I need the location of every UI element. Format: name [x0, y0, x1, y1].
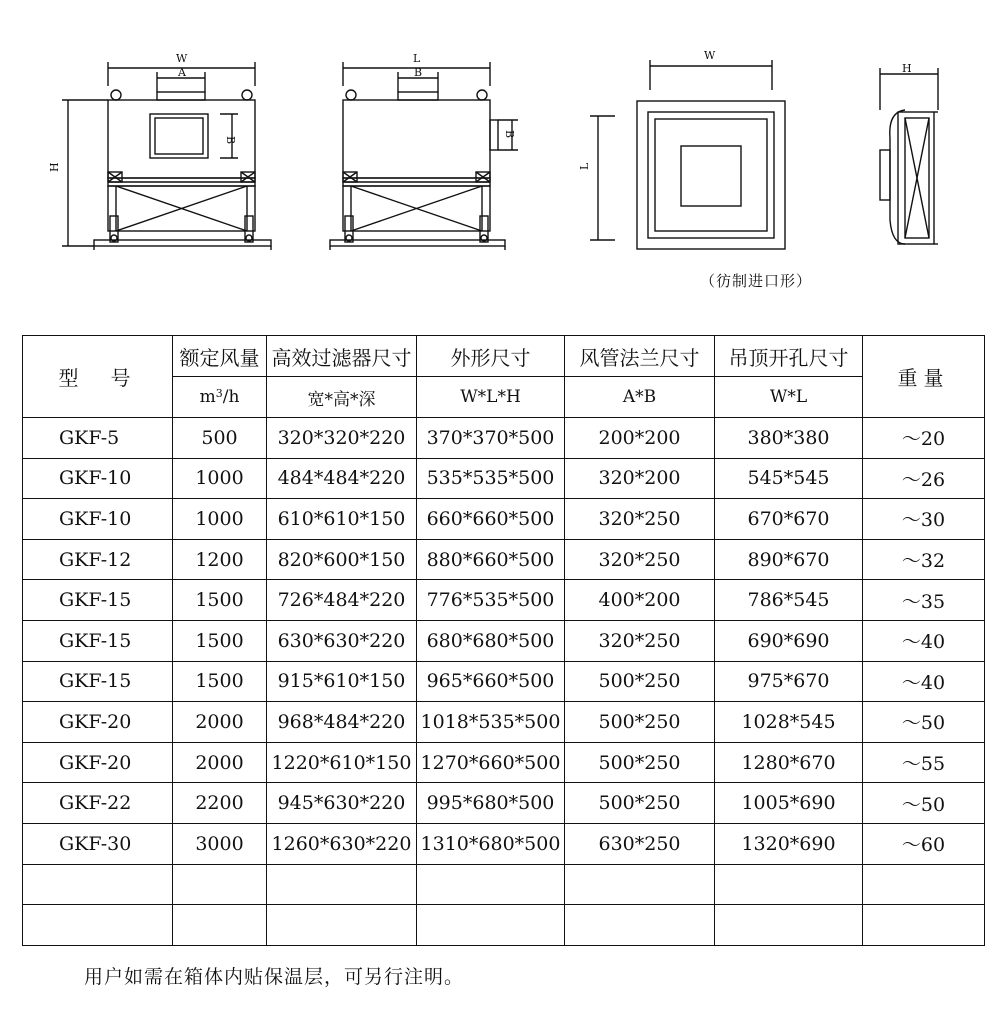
- header-weight: 重量: [863, 336, 985, 418]
- cell-weight: ～50: [863, 702, 985, 743]
- cell-flange-size: 320*250: [565, 620, 715, 661]
- airflow-unit-sup: 3: [215, 387, 223, 400]
- cell-airflow: [173, 905, 267, 946]
- cell-airflow: 2200: [173, 783, 267, 824]
- technical-drawings: [0, 0, 1000, 310]
- cell-flange-size: 630*250: [565, 823, 715, 864]
- cell-flange-size: 400*200: [565, 580, 715, 621]
- header-filter-sub: 宽*高*深: [267, 377, 417, 418]
- cell-outer-size: 680*680*500: [417, 620, 565, 661]
- front-dim-a: A: [178, 66, 186, 79]
- header-airflow: 额定风量: [173, 336, 267, 377]
- cell-weight: [863, 864, 985, 905]
- cell-airflow: 500: [173, 418, 267, 459]
- airflow-unit-suffix: /h: [222, 387, 240, 407]
- cell-weight: ～20: [863, 418, 985, 459]
- front-dim-h: H: [48, 162, 61, 172]
- cell-outer-size: 1018*535*500: [417, 702, 565, 743]
- cell-model: GKF-5: [23, 418, 173, 459]
- footnote: 用户如需在箱体内贴保温层，可另行注明。: [84, 966, 465, 988]
- cell-filter-size: 1260*630*220: [267, 823, 417, 864]
- cell-airflow: 2000: [173, 702, 267, 743]
- top-view-drawing: [578, 49, 785, 249]
- table-row: [23, 864, 985, 905]
- table-row: [23, 661, 985, 702]
- cell-ceiling-hole: [715, 905, 863, 946]
- top-dim-w: W: [704, 49, 716, 62]
- front-dim-w: W: [176, 52, 188, 65]
- cell-ceiling-hole: 690*690: [715, 620, 863, 661]
- cell-model: GKF-30: [23, 823, 173, 864]
- cell-flange-size: 320*200: [565, 458, 715, 499]
- header-outer-size: 外形尺寸: [417, 336, 565, 377]
- drawing-caption: （彷制进口形）: [700, 272, 813, 290]
- cell-flange-size: [565, 864, 715, 905]
- cell-weight: ～55: [863, 742, 985, 783]
- table-row: [23, 458, 985, 499]
- cell-flange-size: [565, 905, 715, 946]
- cell-filter-size: [267, 905, 417, 946]
- cell-model: GKF-12: [23, 539, 173, 580]
- cell-outer-size: 880*660*500: [417, 539, 565, 580]
- table-row: [23, 418, 985, 459]
- cell-model: GKF-10: [23, 499, 173, 540]
- cell-weight: ～30: [863, 499, 985, 540]
- cell-outer-size: 370*370*500: [417, 418, 565, 459]
- cell-airflow: 1000: [173, 499, 267, 540]
- cell-ceiling-hole: 1005*690: [715, 783, 863, 824]
- cell-outer-size: [417, 864, 565, 905]
- cell-filter-size: 820*600*150: [267, 539, 417, 580]
- cell-ceiling-hole: 890*670: [715, 539, 863, 580]
- cell-weight: ～60: [863, 823, 985, 864]
- cell-flange-size: 500*250: [565, 742, 715, 783]
- cell-outer-size: [417, 905, 565, 946]
- cell-filter-size: [267, 864, 417, 905]
- cell-ceiling-hole: 1280*670: [715, 742, 863, 783]
- cell-outer-size: 1270*660*500: [417, 742, 565, 783]
- cell-filter-size: 915*610*150: [267, 661, 417, 702]
- table-row: [23, 499, 985, 540]
- cell-ceiling-hole: 1028*545: [715, 702, 863, 743]
- cell-model: GKF-15: [23, 661, 173, 702]
- spec-table: [22, 335, 985, 946]
- cell-airflow: 1500: [173, 580, 267, 621]
- cell-ceiling-hole: 975*670: [715, 661, 863, 702]
- header-ceiling-sub: W*L: [715, 377, 863, 418]
- cell-outer-size: 965*660*500: [417, 661, 565, 702]
- cell-outer-size: 1310*680*500: [417, 823, 565, 864]
- cell-filter-size: 484*484*220: [267, 458, 417, 499]
- side-dim-b-side: B: [503, 130, 516, 139]
- cell-ceiling-hole: 1320*690: [715, 823, 863, 864]
- airflow-unit-prefix: m: [199, 387, 216, 407]
- header-filter-size: 高效过滤器尺寸: [267, 336, 417, 377]
- top-dim-l: L: [578, 162, 591, 170]
- table-header-row: [23, 336, 985, 377]
- cell-weight: ～35: [863, 580, 985, 621]
- cell-filter-size: 945*630*220: [267, 783, 417, 824]
- cell-ceiling-hole: [715, 864, 863, 905]
- table-row: [23, 620, 985, 661]
- cell-outer-size: 535*535*500: [417, 458, 565, 499]
- cell-model: GKF-20: [23, 742, 173, 783]
- header-airflow-unit: [173, 377, 267, 418]
- cell-filter-size: 968*484*220: [267, 702, 417, 743]
- header-ceiling-hole: 吊顶开孔尺寸: [715, 336, 863, 377]
- table-row: [23, 539, 985, 580]
- cell-ceiling-hole: 786*545: [715, 580, 863, 621]
- cell-airflow: 1200: [173, 539, 267, 580]
- table-row: [23, 905, 985, 946]
- cell-flange-size: 500*250: [565, 783, 715, 824]
- cell-ceiling-hole: 670*670: [715, 499, 863, 540]
- cell-filter-size: 726*484*220: [267, 580, 417, 621]
- front-view-drawing: [48, 52, 271, 250]
- cell-model: [23, 864, 173, 905]
- side-view-drawing: [330, 52, 518, 250]
- cell-filter-size: 610*610*150: [267, 499, 417, 540]
- cell-model: GKF-20: [23, 702, 173, 743]
- cell-outer-size: 995*680*500: [417, 783, 565, 824]
- header-model: 型 号: [23, 336, 173, 418]
- cell-flange-size: 500*250: [565, 702, 715, 743]
- table-row: [23, 702, 985, 743]
- end-dim-h: H: [902, 62, 912, 75]
- cell-filter-size: 1220*610*150: [267, 742, 417, 783]
- cell-weight: ～32: [863, 539, 985, 580]
- table-row: [23, 783, 985, 824]
- table-row: [23, 580, 985, 621]
- cell-model: GKF-10: [23, 458, 173, 499]
- cell-model: [23, 905, 173, 946]
- table-row: [23, 823, 985, 864]
- table-row: [23, 742, 985, 783]
- cell-airflow: 1500: [173, 661, 267, 702]
- front-dim-b: B: [224, 136, 237, 145]
- cell-weight: ～40: [863, 661, 985, 702]
- cell-airflow: 3000: [173, 823, 267, 864]
- cell-filter-size: 630*630*220: [267, 620, 417, 661]
- side-dim-b-top: B: [414, 66, 423, 79]
- header-flange-sub: A*B: [565, 377, 715, 418]
- cell-airflow: 1000: [173, 458, 267, 499]
- side-dim-l: L: [413, 52, 421, 65]
- cell-outer-size: 660*660*500: [417, 499, 565, 540]
- cell-ceiling-hole: 380*380: [715, 418, 863, 459]
- cell-weight: ～50: [863, 783, 985, 824]
- cell-airflow: [173, 864, 267, 905]
- cell-flange-size: 320*250: [565, 539, 715, 580]
- end-view-drawing: [880, 62, 938, 244]
- cell-flange-size: 200*200: [565, 418, 715, 459]
- cell-flange-size: 320*250: [565, 499, 715, 540]
- cell-model: GKF-15: [23, 620, 173, 661]
- cell-flange-size: 500*250: [565, 661, 715, 702]
- header-outer-sub: W*L*H: [417, 377, 565, 418]
- header-flange-size: 风管法兰尺寸: [565, 336, 715, 377]
- cell-outer-size: 776*535*500: [417, 580, 565, 621]
- cell-weight: ～26: [863, 458, 985, 499]
- cell-filter-size: 320*320*220: [267, 418, 417, 459]
- cell-model: GKF-22: [23, 783, 173, 824]
- cell-airflow: 2000: [173, 742, 267, 783]
- cell-weight: [863, 905, 985, 946]
- cell-airflow: 1500: [173, 620, 267, 661]
- cell-model: GKF-15: [23, 580, 173, 621]
- cell-ceiling-hole: 545*545: [715, 458, 863, 499]
- cell-weight: ～40: [863, 620, 985, 661]
